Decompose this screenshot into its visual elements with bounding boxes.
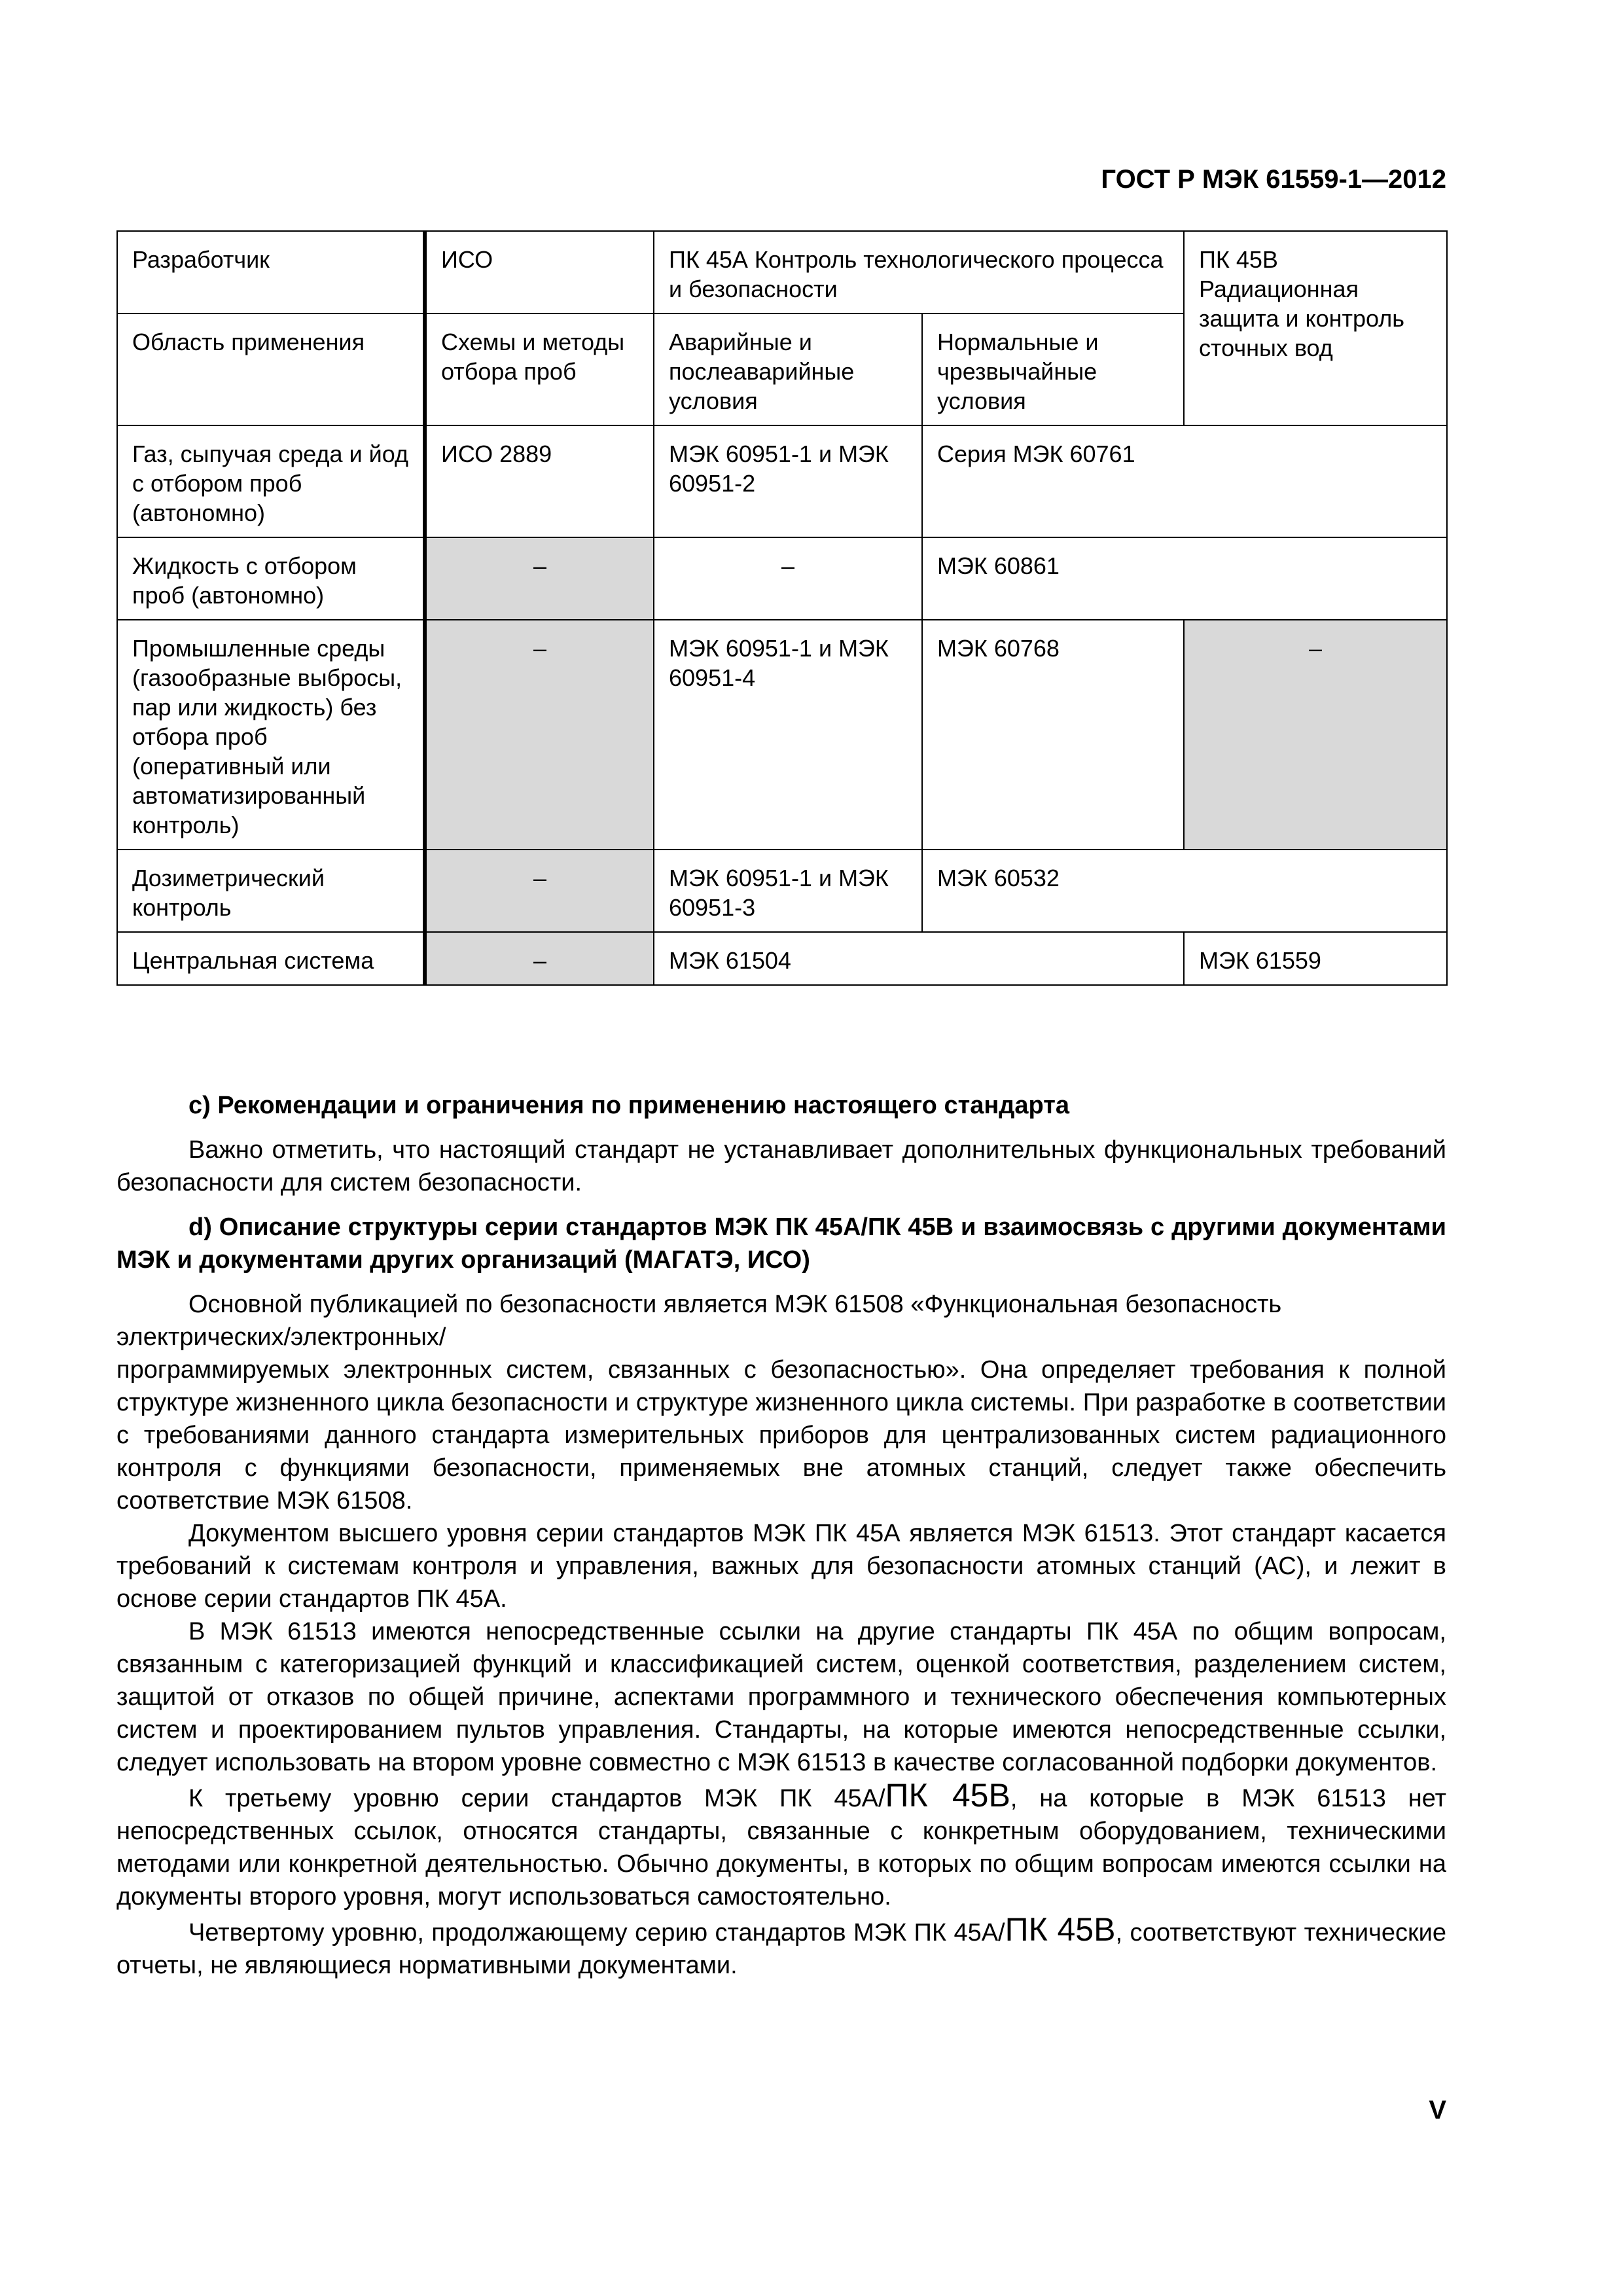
paragraph <box>116 1913 1446 1982</box>
table-cell: МЭК 60951-1 и МЭК 60951-4 <box>654 620 922 850</box>
table-cell: МЭК 61504 <box>654 932 1184 985</box>
table-cell: МЭК 60768 <box>922 620 1184 850</box>
text-run-large: ПК 45В <box>885 1777 1010 1814</box>
table-cell: Жидкость с отбором проб (автономно) <box>117 537 425 620</box>
table-row <box>117 932 1447 985</box>
paragraph: В МЭК 61513 имеются непосредственные ссылки на другие стандарты ПК 45А по общим вопросам, связанным с категоризацией функций и классификацией систем, оценкой соответствия, разделением систем, защитой от отказов по общей причине, аспектами программного и технического обеспечения компьютерных систем и проектированием пультов управления. Стандарты, на которые имеются непосредственные ссылки, следует использовать на втором уровне совместно с МЭК 61513 в качестве согласованной подборки документов. <box>116 1618 1446 1776</box>
table-cell: МЭК 60861 <box>922 537 1447 620</box>
table-cell: Газ, сыпучая среда и йод с отбором проб (автономно) <box>117 425 425 537</box>
table-cell: ПК 45А Контроль технологического процесса и безопасности <box>654 231 1184 314</box>
table-cell: Аварийные и послеаварийные условия <box>654 314 922 425</box>
paragraph: Документом высшего уровня серии стандартов МЭК ПК 45А является МЭК 61513. Этот стандарт касается требований к системам контроля и управления, важных для безопасности атомных станций (АС), и лежит в основе серии стандартов ПК 45А. <box>116 1520 1446 1613</box>
table-cell: Промышленные среды (газообразные выбросы, пар или жидкость) без отбора проб (оперативный или автоматизированный контроль) <box>117 620 425 850</box>
table-cell: Дозиметрический контроль <box>117 850 425 932</box>
table-cell: Область применения <box>117 314 425 425</box>
text-run: Четвертому уровню, продолжающему серию стандартов МЭК ПК 45А/ <box>188 1919 1005 1946</box>
text-run: , на которые в МЭК 61513 нет непосредственных ссылок, относятся стандарты, связанные с конкретным оборудованием, техническими методами или конкретной деятельностью. Обычно документы, в которых по общим вопросам имеются ссылки на документы второго уровня, могут использоваться самостоятельно. <box>116 1785 1447 1910</box>
table-cell: ИСО <box>425 231 654 314</box>
table-cell: ИСО 2889 <box>425 425 654 537</box>
table-cell: Серия МЭК 60761 <box>922 425 1447 537</box>
section-d-heading: d) Описание структуры серии стандартов МЭК ПК 45А/ПК 45В и взаимосвязь с другими документами МЭК и документами других организаций (МАГАТЭ, ИСО) <box>116 1213 1446 1274</box>
table-cell: – <box>425 850 654 932</box>
table-cell: МЭК 60532 <box>922 850 1447 932</box>
standards-table <box>116 230 1448 986</box>
text-run: , соответствуют технические отчеты, не являющиеся нормативными документами. <box>116 1919 1446 1979</box>
table-cell: МЭК 61559 <box>1184 932 1447 985</box>
table-cell: – <box>425 537 654 620</box>
table-cell: – <box>1184 620 1447 850</box>
table-cell: – <box>425 620 654 850</box>
table-cell: ПК 45В Радиационная защита и контроль сточных вод <box>1184 231 1447 425</box>
table-cell: Схемы и методы отбора проб <box>425 314 654 425</box>
table-row <box>117 850 1447 932</box>
text-run-large: ПК 45В <box>1005 1911 1116 1948</box>
section-c-heading: с) Рекомендации и ограничения по применению настоящего стандарта <box>188 1092 1069 1119</box>
document-id-header: ГОСТ Р МЭК 61559-1—2012 <box>1101 165 1446 194</box>
body-text <box>116 1080 1446 1982</box>
table-cell: Разработчик <box>117 231 425 314</box>
paragraph <box>116 1779 1446 1913</box>
table-cell: – <box>425 932 654 985</box>
page-number: V <box>1429 2096 1446 2125</box>
table-row <box>117 620 1447 850</box>
table-cell: МЭК 60951-1 и МЭК 60951-3 <box>654 850 922 932</box>
table-cell: Центральная система <box>117 932 425 985</box>
table-row <box>117 231 1447 314</box>
table-row <box>117 537 1447 620</box>
table-cell: МЭК 60951-1 и МЭК 60951-2 <box>654 425 922 537</box>
table-row <box>117 425 1447 537</box>
text-run: К третьему уровню серии стандартов МЭК ПК 45А/ <box>188 1785 885 1812</box>
paragraph: Важно отметить, что настоящий стандарт не устанавливает дополнительных функциональных требований безопасности для систем безопасности. <box>116 1136 1446 1196</box>
table-cell: – <box>654 537 922 620</box>
table-cell: Нормальные и чрезвычайные условия <box>922 314 1184 425</box>
paragraph: Основной публикацией по безопасности является МЭК 61508 «Функциональная безопасность электрических/электронных/ <box>116 1291 1282 1351</box>
paragraph: программируемых электронных систем, связанных с безопасностью». Она определяет требования к полной структуре жизненного цикла безопасности и структуре жизненного цикла системы. При разработке в соответствии с требованиями данного стандарта измерительных приборов для централизованных систем радиационного контроля с функциями безопасности, применяемых вне атомных станций, следует также обеспечить соответствие МЭК 61508. <box>116 1356 1446 1515</box>
